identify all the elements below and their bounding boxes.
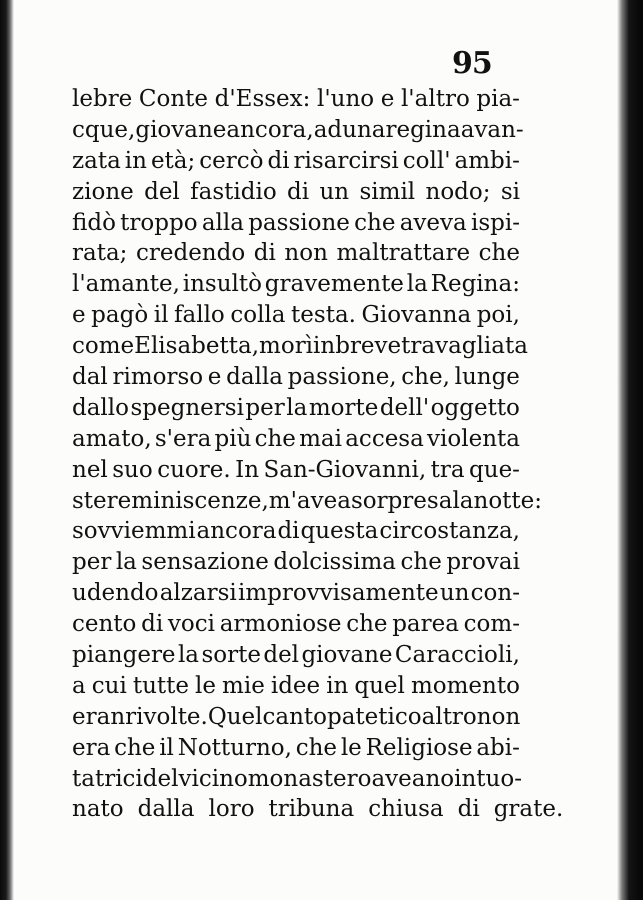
text-line xyxy=(72,115,524,146)
word: violenta xyxy=(427,425,520,452)
word: le xyxy=(195,672,216,699)
word: la xyxy=(452,487,474,514)
word: patetico xyxy=(327,703,422,730)
word: come xyxy=(72,333,135,360)
word: fidò xyxy=(72,209,116,236)
word: e xyxy=(380,86,395,112)
word: aveva xyxy=(399,209,467,236)
word: il xyxy=(159,734,174,761)
word: chiusa xyxy=(368,796,444,823)
word: gravemente xyxy=(264,271,404,298)
word: che xyxy=(400,549,442,576)
word: non xyxy=(284,240,328,267)
text-line xyxy=(72,424,520,455)
word: com- xyxy=(463,611,520,638)
word: m'avea xyxy=(268,487,351,514)
word: quel xyxy=(354,672,405,699)
word: la xyxy=(177,642,200,669)
word: del xyxy=(263,642,300,669)
page-number: 95 xyxy=(452,46,492,81)
word: l'altro xyxy=(400,86,470,112)
word: di xyxy=(277,518,300,545)
word: lebre xyxy=(72,86,133,112)
word: che xyxy=(346,611,388,638)
word: monastero xyxy=(247,765,372,792)
word: passione xyxy=(248,209,350,236)
word: ste xyxy=(72,487,107,514)
word: fastidio xyxy=(190,178,277,205)
word: questa xyxy=(300,518,379,545)
word: canto xyxy=(262,703,327,730)
word: simil xyxy=(359,178,416,205)
text-line xyxy=(72,578,520,609)
word: la xyxy=(115,549,137,576)
word: che xyxy=(254,425,296,452)
word: sorpresa xyxy=(350,487,453,514)
word: d'Essex: xyxy=(214,86,311,112)
word: dell' xyxy=(379,394,430,421)
word: che xyxy=(354,209,396,236)
word: l'uno xyxy=(316,86,375,112)
text-line xyxy=(72,300,520,331)
word: dalla xyxy=(226,364,283,391)
word: morte xyxy=(308,394,379,421)
word: tra xyxy=(430,456,465,483)
word: spegnersi xyxy=(130,394,244,421)
word: circostanza, xyxy=(379,518,520,545)
word: rimorso xyxy=(112,364,204,391)
word: di xyxy=(141,611,164,638)
word: risarcirsi xyxy=(293,147,399,174)
word: dalla xyxy=(137,796,195,823)
word: cercò xyxy=(199,147,264,174)
text-line xyxy=(72,146,520,177)
text-line xyxy=(72,640,520,671)
word: que- xyxy=(469,456,520,483)
word: testa. xyxy=(291,302,356,329)
text-line xyxy=(72,794,564,825)
word: ad xyxy=(313,116,343,143)
word: di xyxy=(287,178,310,205)
word: accesa xyxy=(345,425,424,452)
word: improvvisamente xyxy=(237,580,439,607)
word: Religiose xyxy=(365,734,473,761)
text-line xyxy=(72,764,520,795)
word: tutte xyxy=(132,672,189,699)
word: tatrici xyxy=(72,765,143,792)
text-line xyxy=(72,238,520,269)
word: lunge xyxy=(454,364,520,391)
word: loro xyxy=(208,796,255,823)
word: pagò xyxy=(91,302,149,329)
word: del xyxy=(142,765,179,792)
word: armoniose xyxy=(219,611,342,638)
word: credendo xyxy=(135,240,246,267)
word: zione xyxy=(72,178,134,205)
word: cque, xyxy=(72,116,136,143)
word: zata xyxy=(72,147,121,174)
word: parea xyxy=(392,611,459,638)
word: in xyxy=(326,672,349,699)
text-line xyxy=(72,269,520,300)
word: più xyxy=(214,425,252,452)
word: in xyxy=(124,147,147,174)
word: grate. xyxy=(493,796,564,823)
word: vicino xyxy=(178,765,248,792)
word: che, xyxy=(401,364,450,391)
text-line xyxy=(72,331,528,362)
word: età; xyxy=(150,147,196,174)
word: dal xyxy=(72,364,108,391)
word: a xyxy=(72,672,86,699)
word: momento xyxy=(410,672,520,699)
text-line xyxy=(72,393,520,424)
word: del xyxy=(144,178,180,205)
word: di xyxy=(457,796,480,823)
word: la xyxy=(406,271,428,298)
word: la xyxy=(286,394,308,421)
word: che xyxy=(478,240,520,267)
word: coll' xyxy=(402,147,451,174)
word: maltrattare xyxy=(336,240,471,267)
word: il xyxy=(153,302,169,329)
word: un xyxy=(439,580,470,607)
word: Regina: xyxy=(430,271,520,298)
text-line xyxy=(72,671,520,702)
word: di xyxy=(253,240,276,267)
word: rata; xyxy=(72,240,128,267)
word: era xyxy=(72,734,111,761)
word: insultò xyxy=(182,271,262,298)
word: ambi- xyxy=(454,147,520,174)
word: per xyxy=(72,549,112,576)
word: morì xyxy=(259,333,314,360)
word: di xyxy=(267,147,290,174)
word: avan- xyxy=(460,116,524,143)
text-line xyxy=(72,208,520,239)
word: cento xyxy=(72,611,137,638)
word: sorte xyxy=(201,642,261,669)
word: rivolte. xyxy=(125,703,208,730)
word: Giovanna xyxy=(361,302,472,329)
word: reminiscenze, xyxy=(106,487,269,514)
page-right-edge xyxy=(617,0,643,900)
word: l'amante, xyxy=(72,271,180,298)
word: in xyxy=(313,333,336,360)
word: colla xyxy=(230,302,286,329)
word: non xyxy=(476,703,521,730)
text-line xyxy=(72,177,520,208)
word: amato, xyxy=(72,425,152,452)
text-line xyxy=(72,733,520,764)
word: abi- xyxy=(476,734,520,761)
word: una xyxy=(342,116,386,143)
word: Conte xyxy=(138,86,209,112)
word: che xyxy=(295,734,338,761)
word: eran xyxy=(72,703,126,730)
word: alzarsi xyxy=(159,580,237,607)
word: cuore. xyxy=(157,456,231,483)
word: alla xyxy=(201,209,244,236)
word: breve xyxy=(335,333,402,360)
word: nel xyxy=(72,456,108,483)
word: Notturno, xyxy=(177,734,292,761)
word: travagliata xyxy=(401,333,528,360)
word: troppo xyxy=(120,209,198,236)
word: poi, xyxy=(476,302,520,329)
word: tribuna xyxy=(268,796,355,823)
word: un xyxy=(319,178,350,205)
word: nato xyxy=(72,796,124,823)
word: sensazione xyxy=(141,549,269,576)
word: aveano xyxy=(371,765,455,792)
word: giovane xyxy=(301,642,393,669)
word: con- xyxy=(470,580,520,607)
word: fallo xyxy=(174,302,225,329)
word: ancora xyxy=(196,518,277,545)
text-line xyxy=(72,486,543,517)
word: sovviemmi xyxy=(72,518,196,545)
word: giovane xyxy=(135,116,227,143)
word: intuo- xyxy=(454,765,522,792)
text-line xyxy=(72,362,520,393)
word: udendo xyxy=(72,580,159,607)
word: regina xyxy=(385,116,461,143)
word: dolcissima xyxy=(273,549,397,576)
text-line xyxy=(72,84,520,115)
word: suo xyxy=(112,456,153,483)
word: che xyxy=(114,734,156,761)
word: voci xyxy=(167,611,215,638)
word: idee xyxy=(270,672,321,699)
word: Caraccioli, xyxy=(394,642,520,669)
word: cui xyxy=(91,672,127,699)
text-line xyxy=(72,455,520,486)
word: mie xyxy=(222,672,265,699)
word: per xyxy=(245,394,285,421)
word: dallo xyxy=(72,394,129,421)
word: ispi- xyxy=(470,209,520,236)
word: le xyxy=(340,734,362,761)
word: San-Giovanni, xyxy=(263,456,427,483)
body-text xyxy=(72,84,564,825)
word: e xyxy=(72,302,86,329)
page-left-edge xyxy=(0,0,14,900)
word: s'era xyxy=(154,425,212,452)
word: In xyxy=(235,456,260,483)
text-line xyxy=(72,702,520,733)
word: altro xyxy=(421,703,477,730)
word: oggetto xyxy=(430,394,520,421)
word: provai xyxy=(446,549,520,576)
text-line xyxy=(72,547,520,578)
word: nodo; xyxy=(425,178,491,205)
word: piangere xyxy=(72,642,176,669)
word: ancora, xyxy=(226,116,314,143)
word: passione, xyxy=(287,364,397,391)
word: Quel xyxy=(207,703,263,730)
word: e xyxy=(207,364,222,391)
text-line xyxy=(72,516,520,547)
text-line xyxy=(72,609,520,640)
word: si xyxy=(500,178,520,205)
word: notte: xyxy=(473,487,543,514)
word: Elisabetta, xyxy=(134,333,260,360)
word: mai xyxy=(299,425,343,452)
word: pia- xyxy=(476,86,520,112)
